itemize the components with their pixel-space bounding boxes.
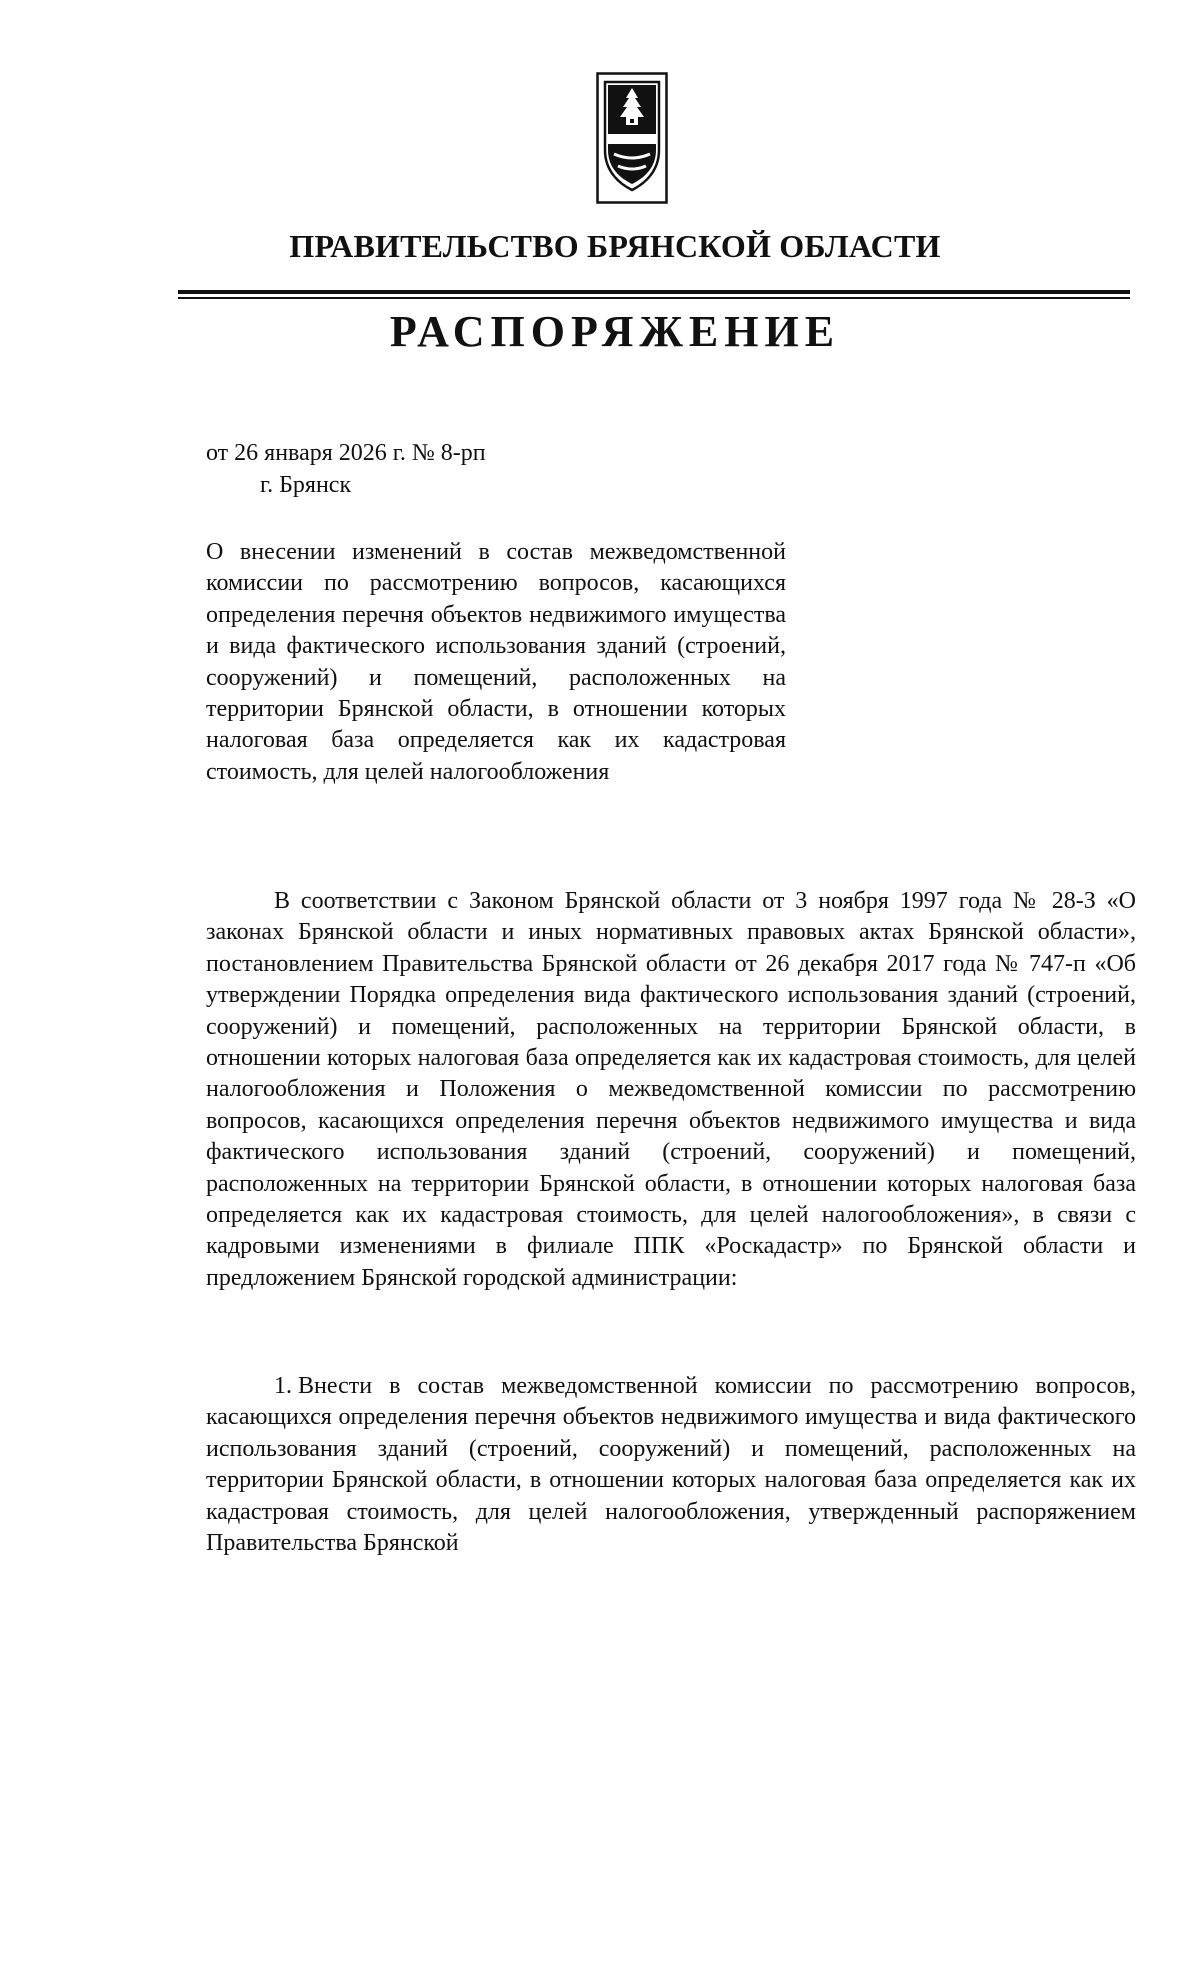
item-1-paragraph <box>206 1371 1136 1559</box>
document-date-number: от 26 января 2026 г. № 8-рп <box>206 440 486 466</box>
header-divider-thick <box>178 290 1130 294</box>
document-city: г. Брянск <box>260 472 352 498</box>
preamble-paragraph: В соответствии с Законом Брянской области от 3 ноября 1997 года № 28-З «О законах Брянской области и иных нормативных правовых актах Брянской области», постановлением Правительства Брянской области от 26 декабря 2017 года № 747-п «Об утверждении Порядка определения вида фактического использования зданий (строений, сооружений) и помещений, расположенных на территории Брянской области, в отношении которых налоговая база определяется как их кадастровая стоимость, для целей налогообложения и Положения о межведомственной комиссии по рассмотрению вопросов, касающихся определения перечня объектов недвижимого имущества и вида фактического использования зданий (строений, сооружений) и помещений, расположенных на территории Брянской области, в отношении которых налоговая база определяется как их кадастровая стоимость, для целей налогообложения», в связи с кадровыми изменениями в филиале ППК «Роскадастр» по Брянской области и предложением Брянской городской администрации: <box>206 888 1136 1291</box>
coat-of-arms-icon <box>596 72 668 204</box>
organization-title: ПРАВИТЕЛЬСТВО БРЯНСКОЙ ОБЛАСТИ <box>289 228 941 264</box>
document-subject: О внесении изменений в состав межведомственной комиссии по рассмотрению вопросов, касающихся определения перечня объектов недвижимого имущества и вида фактического использования зданий (строений, сооружений) и помещений, расположенных на территории Брянской области, в отношении которых налоговая база определяется как их кадастровая стоимость, для целей налогообложения <box>206 539 786 785</box>
item-1-number: 1. <box>274 1373 292 1399</box>
item-1-text: Внести в состав межведомственной комиссии по рассмотрению вопросов, касающихся определения перечня объектов недвижимого имущества и вида фактического использования зданий (строений, сооружений) и помещений, расположенных на территории Брянской области, в отношении которых налоговая база определяется как их кадастровая стоимость, для целей налогообложения, утвержденный распоряжением Правительства Брянской <box>206 1373 1136 1557</box>
header-divider-thin <box>178 297 1130 299</box>
document-type-title: РАСПОРЯЖЕНИЕ <box>389 307 841 356</box>
